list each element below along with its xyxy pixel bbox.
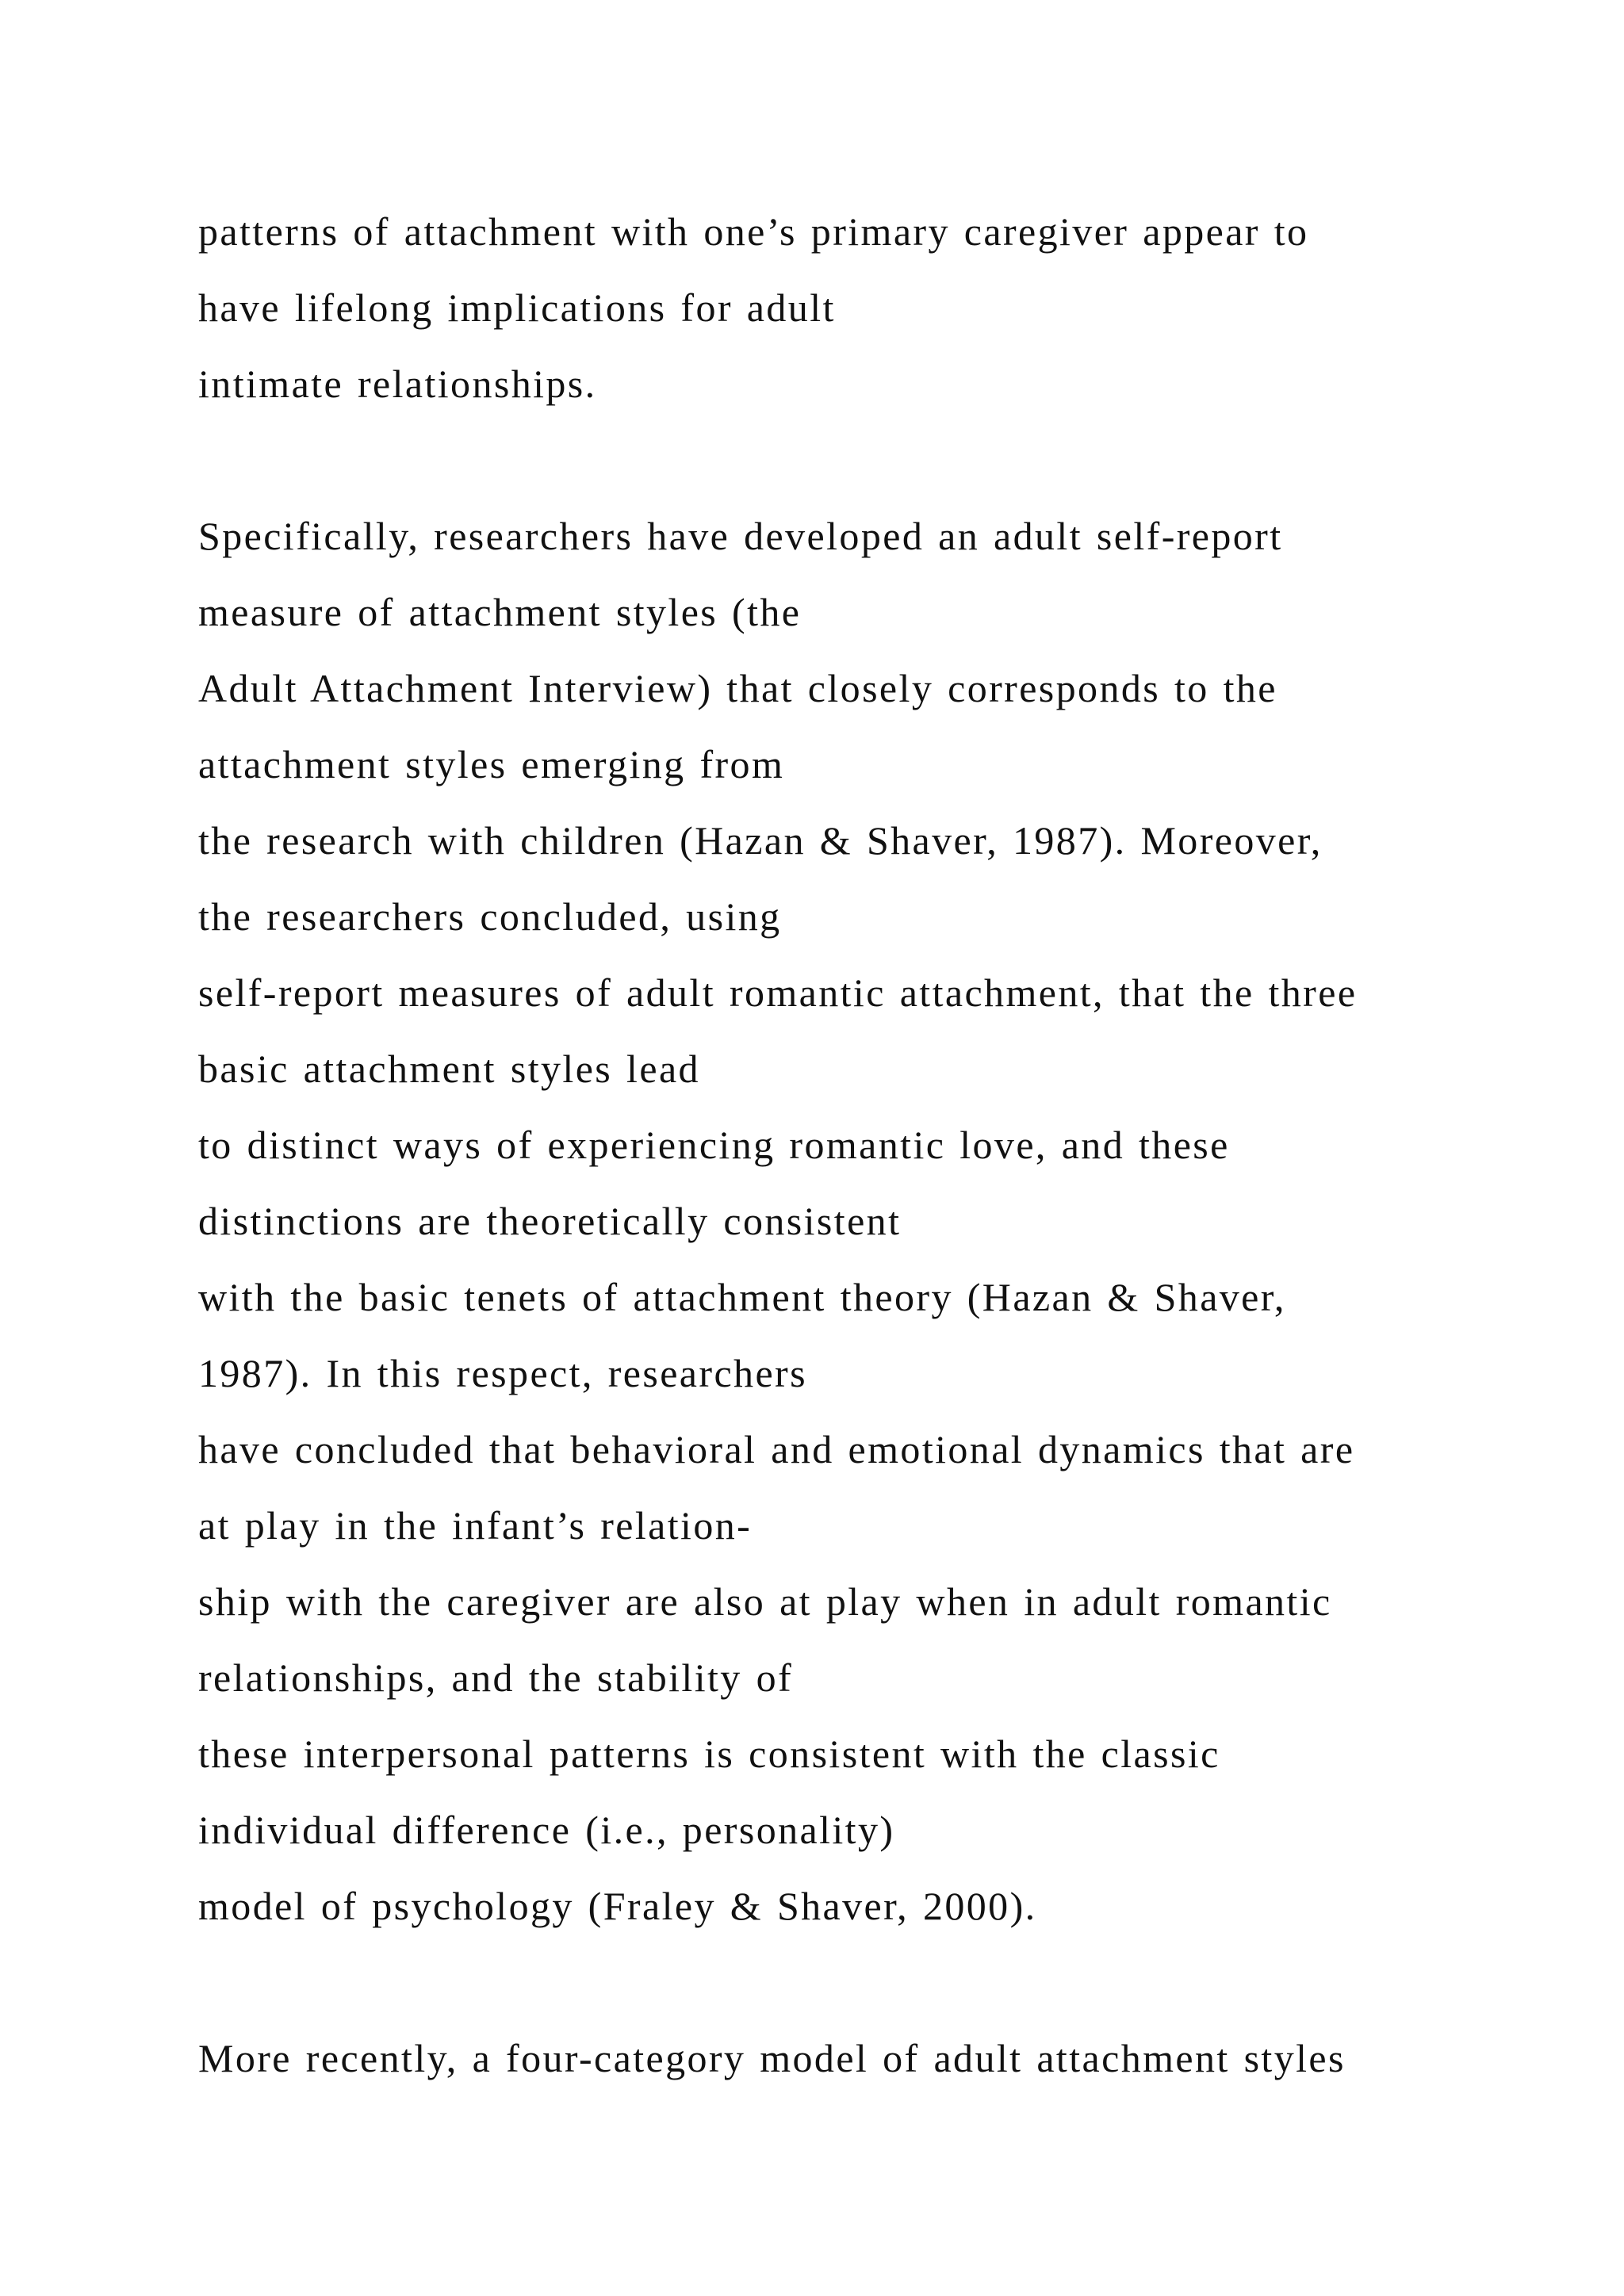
text-line: self-report measures of adult romantic attachment, that the three <box>198 970 1358 1015</box>
paragraph-2 <box>198 498 1546 1944</box>
text-line: have concluded that behavioral and emotional dynamics that are <box>198 1427 1355 1471</box>
paragraph-gap <box>198 422 1546 498</box>
text-line: have lifelong implications for adult <box>198 285 836 330</box>
text-line: Adult Attachment Interview) that closely corresponds to the <box>198 666 1277 710</box>
text-line: patterns of attachment with one’s primary caregiver appear to <box>198 209 1309 254</box>
text-line: 1987). In this respect, researchers <box>198 1351 807 1395</box>
text-line: measure of attachment styles (the <box>198 590 802 634</box>
paragraph-3 <box>198 2020 1546 2096</box>
text-line: to distinct ways of experiencing romantic love, and these <box>198 1123 1230 1167</box>
text-line: relationships, and the stability of <box>198 1655 794 1700</box>
text-line: ship with the caregiver are also at play when in adult romantic <box>198 1579 1332 1624</box>
text-line: at play in the infant’s relation- <box>198 1503 753 1548</box>
text-line: the researchers concluded, using <box>198 894 782 939</box>
text-line: model of psychology (Fraley & Shaver, 2000). <box>198 1884 1037 1928</box>
body-text <box>198 193 1546 2096</box>
text-line: these interpersonal patterns is consistent with the classic <box>198 1732 1220 1776</box>
text-line: basic attachment styles lead <box>198 1047 700 1091</box>
paragraph-gap <box>198 1944 1546 2020</box>
text-line: with the basic tenets of attachment theory (Hazan & Shaver, <box>198 1275 1286 1319</box>
text-line: Specifically, researchers have developed an adult self-report <box>198 514 1283 558</box>
text-line: More recently, a four-category model of adult attachment styles <box>198 2036 1346 2080</box>
text-line: intimate relationships. <box>198 362 597 406</box>
text-line: distinctions are theoretically consistent <box>198 1199 902 1243</box>
text-line: attachment styles emerging from <box>198 742 785 786</box>
text-line: individual difference (i.e., personality) <box>198 1808 895 1852</box>
text-line: the research with children (Hazan & Shaver, 1987). Moreover, <box>198 818 1323 863</box>
paragraph-1 <box>198 193 1546 422</box>
